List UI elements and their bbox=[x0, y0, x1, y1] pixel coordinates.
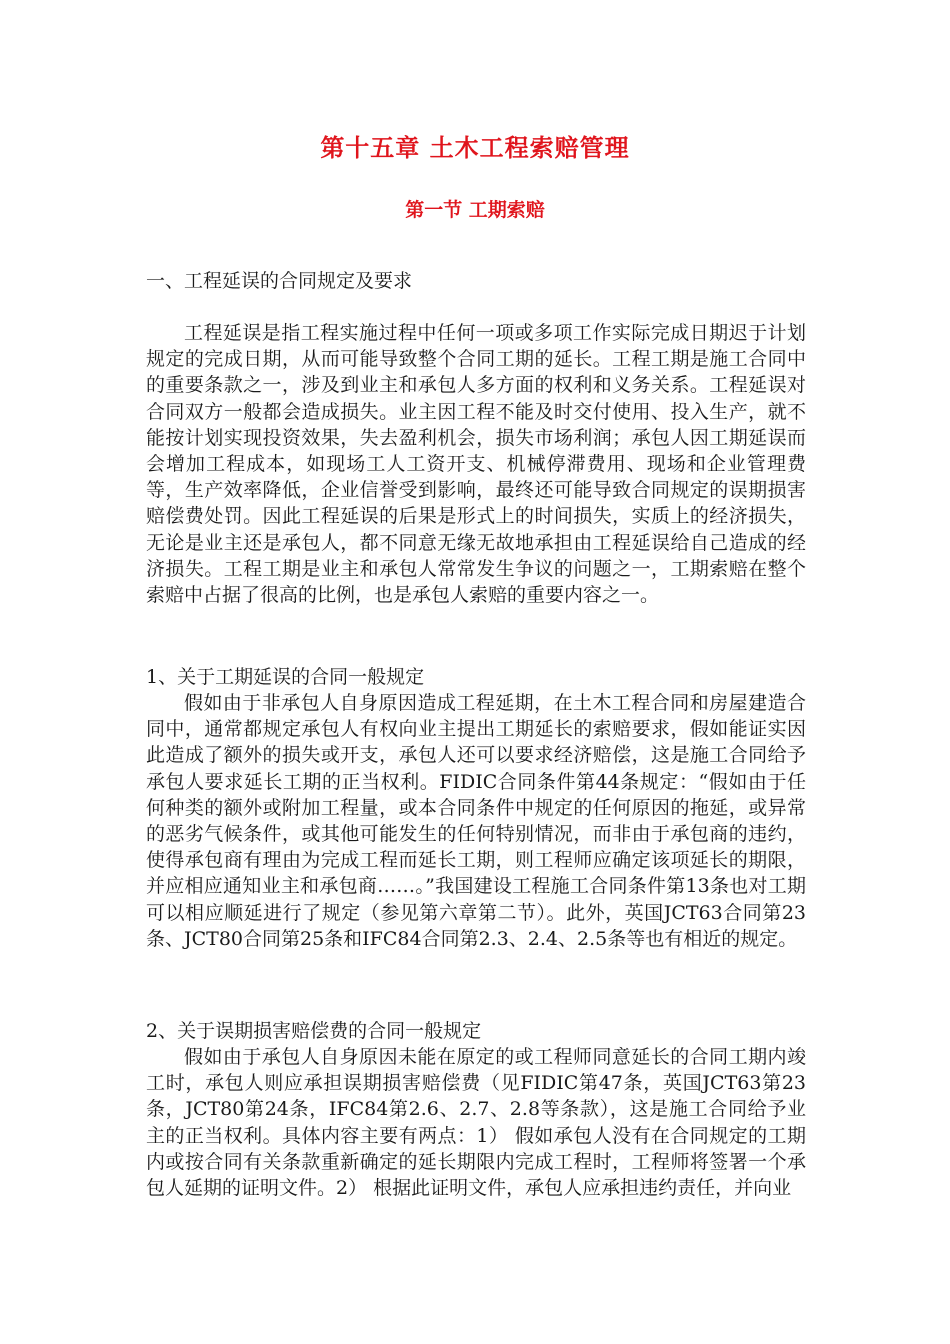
chapter-title: 第十五章 土木工程索赔管理 bbox=[320, 133, 630, 162]
heading-contract-provisions: 一、工程延误的合同规定及要求 bbox=[146, 270, 413, 292]
paragraph-liquidated-damages: 假如由于承包人自身原因未能在原定的或工程师同意延长的合同工期内竣工时，承包人则应承担误期损害赔偿费（见FIDIC第47条，英国JCT63第23条，JCT80第24条，IFC84第2.6、2.7、2.8等条款），这是施工合同给予业主的正当权利。具体内容主要有两点：1） 假如承包人没有在合同规定的工期内或按合同有关条款重新确定的延长期限内完成工程时，工程师将签署一个承包人延期的证明文件。2） 根据此证明文件，承包人应承担违约责任，并向业 bbox=[146, 1046, 806, 1200]
section-title: 第一节 工期索赔 bbox=[405, 199, 545, 221]
paragraph-delay-provisions: 假如由于非承包人自身原因造成工程延期，在土木工程合同和房屋建造合同中，通常都规定承包人有权向业主提出工期延长的索赔要求，假如能证实因此造成了额外的损失或开支，承包人还可以要求经济赔偿，这是施工合同给予承包人要求延长工期的正当权利。FIDIC合同条件第44条规定：“假如由于任何种类的额外或附加工程量，或本合同条件中规定的任何原因的拖延，或异常的恶劣气候条件，或其他可能发生的任何特别情况，而非由于承包商的违约，使得承包商有理由为完成工程而延长工期，则工程师应确定该项延长的期限，并应相应通知业主和承包商……。”我国建设工程施工合同条件第13条也对工期可以相应顺延进行了规定（参见第六章第二节）。此外，英国JCT63合同第23条、JCT80合同第25条和IFC84合同第2.3、2.4、2.5条等也有相近的规定。 bbox=[146, 692, 806, 950]
heading-liquidated-damages: 2、关于误期损害赔偿费的合同一般规定 bbox=[146, 1020, 482, 1042]
heading-delay-general-provisions: 1、关于工期延误的合同一般规定 bbox=[146, 666, 425, 688]
paragraph-delay-definition: 工程延误是指工程实施过程中任何一项或多项工作实际完成日期迟于计划规定的完成日期，从而可能导致整个合同工期的延长。工程工期是施工合同中的重要条款之一，涉及到业主和承包人多方面的权利和义务关系。工程延误对合同双方一般都会造成损失。业主因工程不能及时交付使用、投入生产，就不能按计划实现投资效果，失去盈利机会，损失市场利润；承包人因工期延误而会增加工程成本，如现场工人工资开支、机械停滞费用、现场和企业管理费等，生产效率降低，企业信誉受到影响，最终还可能导致合同规定的误期损害赔偿费处罚。因此工程延误的后果是形式上的时间损失，实质上的经济损失，无论是业主还是承包人，都不同意无缘无故地承担由工程延误给自己造成的经济损失。工程工期是业主和承包人常常发生争议的问题之一，工期索赔在整个索赔中占据了很高的比例，也是承包人索赔的重要内容之一。 bbox=[146, 322, 806, 607]
